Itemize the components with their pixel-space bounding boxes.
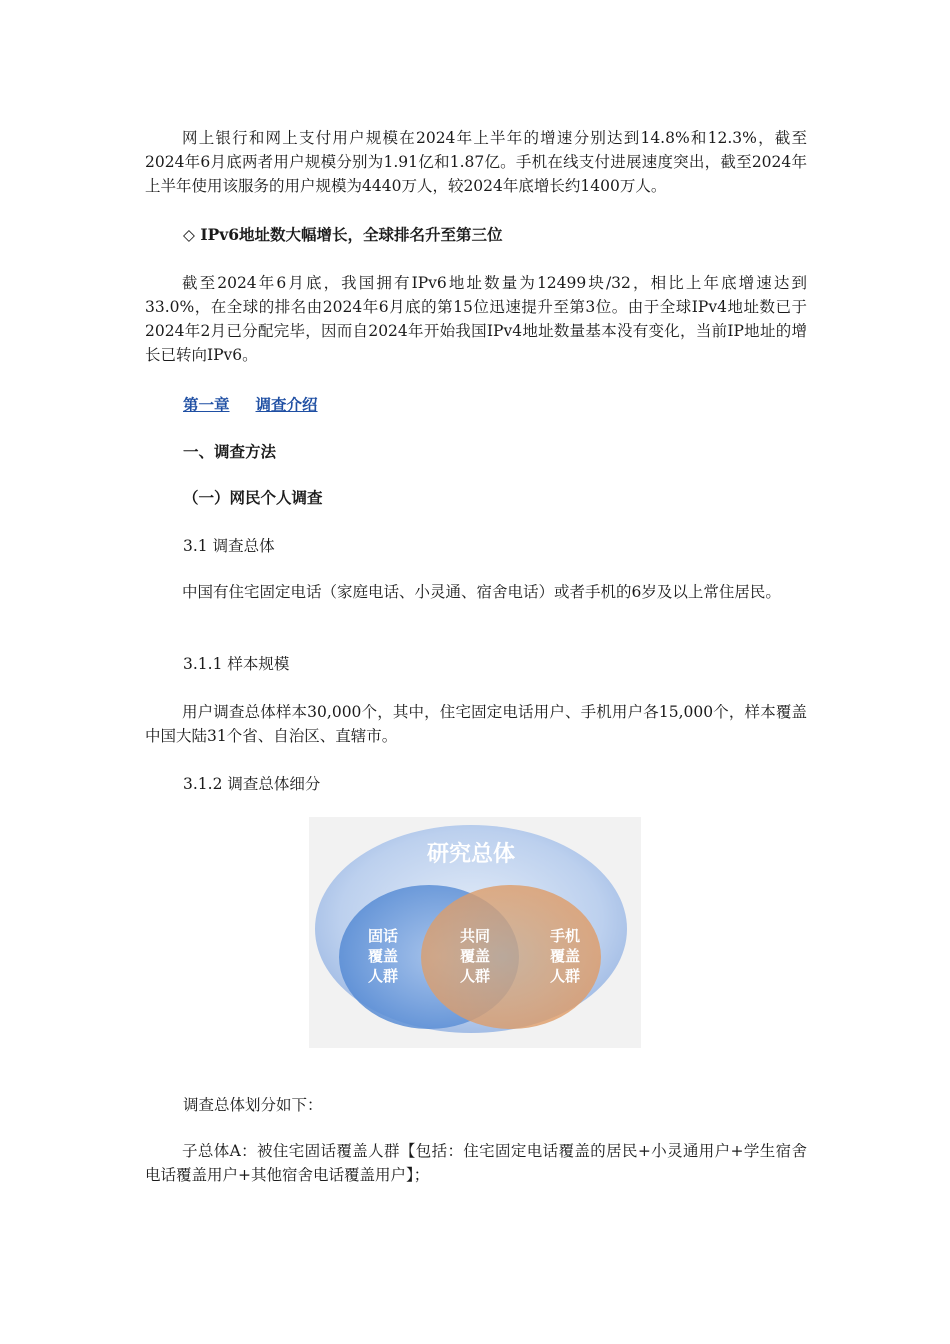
paragraph-division-intro: 调查总体划分如下：	[183, 1096, 323, 1114]
venn-diagram	[309, 817, 641, 1048]
heading-3-1-2: 3.1.2 调查总体细分	[183, 775, 321, 793]
middle-label-3: 人群	[459, 967, 491, 985]
heading-3-1-1: 3.1.1 样本规模	[183, 655, 290, 673]
left-label-3: 人群	[367, 967, 399, 985]
paragraph-sample-size: 用户调查总体样本30,000个，其中，住宅固定电话用户、手机用户各15,000个，样本覆盖中国大陆31个省、自治区、直辖市。	[145, 703, 807, 745]
paragraph-ipv6: 截至2024年6月底，我国拥有IPv6地址数量为12499块/32，相比上年底增速达到33.0%，在全球的排名由2024年6月底的第15位迅速提升至第3位。由于全球IPv4地址数已于2024年2月已分配完毕，因而自2024年开始我国IPv4地址数量基本没有变化，当前IP地址的增长已转向IPv6。	[145, 274, 807, 364]
chapter-number: 第一章	[183, 395, 230, 414]
left-label-2: 覆盖	[367, 947, 399, 965]
right-label-3: 人群	[549, 967, 581, 985]
paragraph-population: 中国有住宅固定电话（家庭电话、小灵通、宿舍电话）或者手机的6岁及以上常住居民。	[182, 583, 781, 601]
right-label-2: 覆盖	[549, 947, 581, 965]
chapter-title: 调查介绍	[255, 395, 318, 414]
heading-3-1: 3.1 调查总体	[183, 537, 275, 555]
section-heading: 一、调查方法	[183, 442, 277, 461]
heading-ipv6: ◇ IPv6地址数大幅增长，全球排名升至第三位	[183, 225, 503, 244]
middle-label-1: 共同	[459, 927, 491, 945]
subsection-heading: （一）网民个人调查	[183, 488, 323, 507]
left-label-1: 固话	[367, 927, 399, 945]
chapter-heading-link[interactable]	[183, 393, 318, 417]
outer-label: 研究总体	[426, 842, 516, 867]
paragraph-subpopulation-a: 子总体A：被住宅固话覆盖人群【包括：住宅固定电话覆盖的居民+小灵通用户+学生宿舍电话覆盖用户+其他宿舍电话覆盖用户】；	[145, 1142, 807, 1184]
right-label-1: 手机	[549, 927, 581, 945]
paragraph-online-payment: 网上银行和网上支付用户规模在2024年上半年的增速分别达到14.8%和12.3%，截至2024年6月底两者用户规模分别为1.91亿和1.87亿。手机在线支付进展速度突出，截至2024年上半年使用该服务的用户规模为4440万人，较2024年底增长约1400万人。	[145, 129, 807, 195]
middle-label-2: 覆盖	[459, 947, 491, 965]
